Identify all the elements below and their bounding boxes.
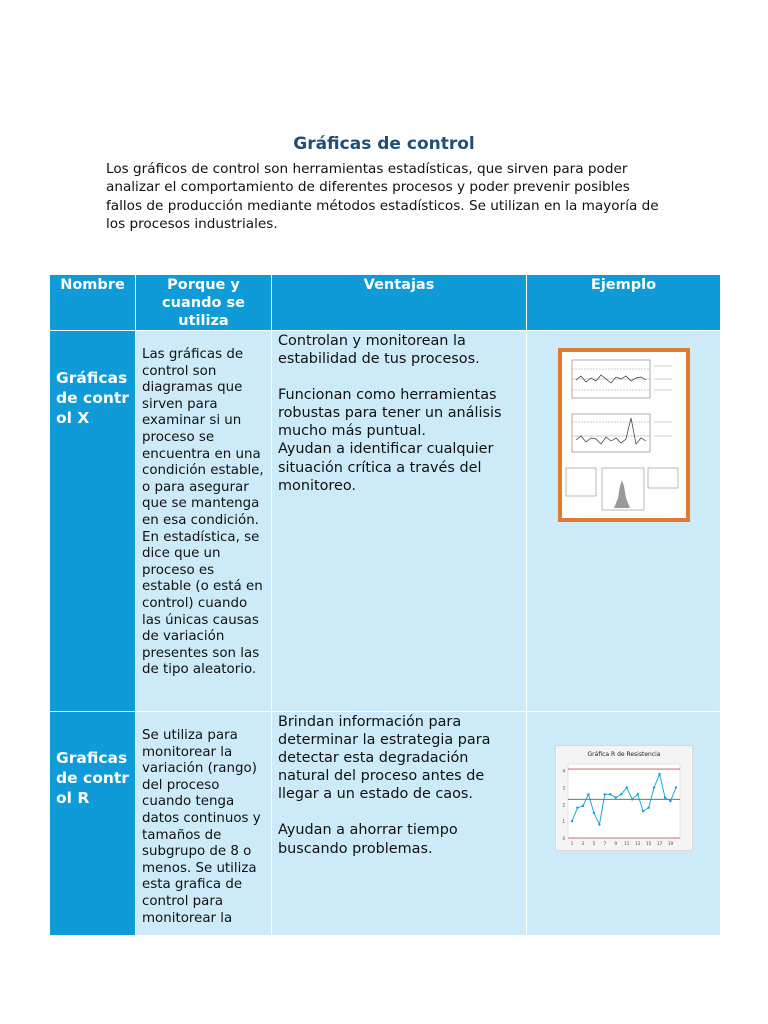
r-chart-point xyxy=(647,807,649,809)
r-chart-x-tick: 15 xyxy=(645,841,651,846)
table-row xyxy=(50,331,721,712)
row-example xyxy=(527,712,721,936)
row-example xyxy=(527,331,721,712)
r-chart-x-tick: 19 xyxy=(667,841,673,846)
control-charts-table xyxy=(49,274,721,936)
advantage-text: Ayudan a ahorrar tiempo buscando problemas. xyxy=(278,822,458,857)
r-chart-point xyxy=(663,796,665,798)
header-nombre: Nombre xyxy=(50,275,136,331)
r-chart-point xyxy=(576,807,578,809)
r-chart-point xyxy=(598,823,600,825)
x-chart-thumbnail xyxy=(562,352,686,518)
header-porque: Porque y cuando se utiliza xyxy=(136,275,272,331)
table-header-row xyxy=(50,275,721,331)
example-image-x-chart xyxy=(558,348,690,522)
r-chart-x-tick: 13 xyxy=(634,841,640,846)
example-image-r-chart xyxy=(555,745,693,851)
r-chart-x-tick: 3 xyxy=(581,841,584,846)
r-chart-point xyxy=(669,800,671,802)
advantage-text: Controlan y monitorean la estabilidad de tus procesos. xyxy=(278,333,480,368)
r-chart-point xyxy=(609,793,611,795)
row-name: Gráficas de control X xyxy=(50,331,136,712)
r-chart-y-tick: 2 xyxy=(561,802,565,808)
r-chart-point xyxy=(631,798,633,800)
r-chart-point xyxy=(636,793,638,795)
r-chart-point xyxy=(587,793,589,795)
r-chart-point xyxy=(614,796,616,798)
r-chart-y-tick: 3 xyxy=(561,785,565,791)
r-chart-x-tick: 11 xyxy=(623,841,629,846)
row-why xyxy=(136,712,272,936)
r-chart-point xyxy=(658,773,660,775)
r-chart-point xyxy=(581,805,583,807)
r-chart xyxy=(556,746,692,850)
r-chart-point xyxy=(620,793,622,795)
r-chart-x-tick: 17 xyxy=(656,841,662,846)
r-chart-y-tick: 4 xyxy=(561,768,565,774)
row-why-text: Se utiliza para monitorear la variación (rango) del proceso cuando tenga datos continuos y tamaños de subgrupo de 8 o menos. Se utiliza esta grafica de control para monitorear la xyxy=(142,728,261,926)
r-chart-point xyxy=(652,786,654,788)
r-chart-x-tick: 1 xyxy=(570,841,573,846)
r-chart-y-tick: 0 xyxy=(561,836,565,841)
intro-paragraph: Los gráficos de control son herramientas estadísticas, que sirven para poder analizar el comportamiento de diferentes procesos y poder prevenir posibles fallos de producción mediante métodos estadísticos. Se utilizan en la mayoría de los procesos industriales. xyxy=(106,161,659,232)
row-advantages xyxy=(272,331,527,712)
r-chart-x-tick: 5 xyxy=(592,841,595,846)
page-title: Gráficas de control xyxy=(293,134,475,154)
r-chart-x-tick: 7 xyxy=(603,841,606,846)
r-chart-x-tick: 9 xyxy=(614,841,617,846)
header-ejemplo: Ejemplo xyxy=(527,275,721,331)
r-chart-title: Gráfica R de Resistencia xyxy=(587,751,660,758)
r-chart-point xyxy=(592,812,594,814)
r-chart-point xyxy=(570,820,572,822)
advantage-text: Funcionan como herramientas robustas para tener un análisis mucho más puntual. xyxy=(278,387,502,440)
advantage-text: Ayudan a identificar cualquier situación crítica a través del monitoreo. xyxy=(278,441,494,494)
r-chart-point xyxy=(603,793,605,795)
header-ventajas: Ventajas xyxy=(272,275,527,331)
r-chart-point xyxy=(625,786,627,788)
row-name: Graficas de control R xyxy=(50,712,136,936)
r-chart-point xyxy=(674,786,676,788)
row-advantages xyxy=(272,712,527,936)
r-chart-point xyxy=(641,810,643,812)
table-row xyxy=(50,712,721,936)
advantage-text: Brindan información para determinar la estrategia para detectar esta degradación natural del proceso antes de llegar a un estado de caos. xyxy=(278,714,491,803)
r-chart-y-tick: 1 xyxy=(561,819,565,825)
row-why: Las gráficas de control son diagramas que sirven para examinar si un proceso se encuentra en una condición estable, o para asegurar que se mantenga en esa condición. En estadística, se dice que un proceso es estable (o está en control) cuando las únicas causas de variación presentes son las de tipo aleatorio. xyxy=(136,331,272,712)
